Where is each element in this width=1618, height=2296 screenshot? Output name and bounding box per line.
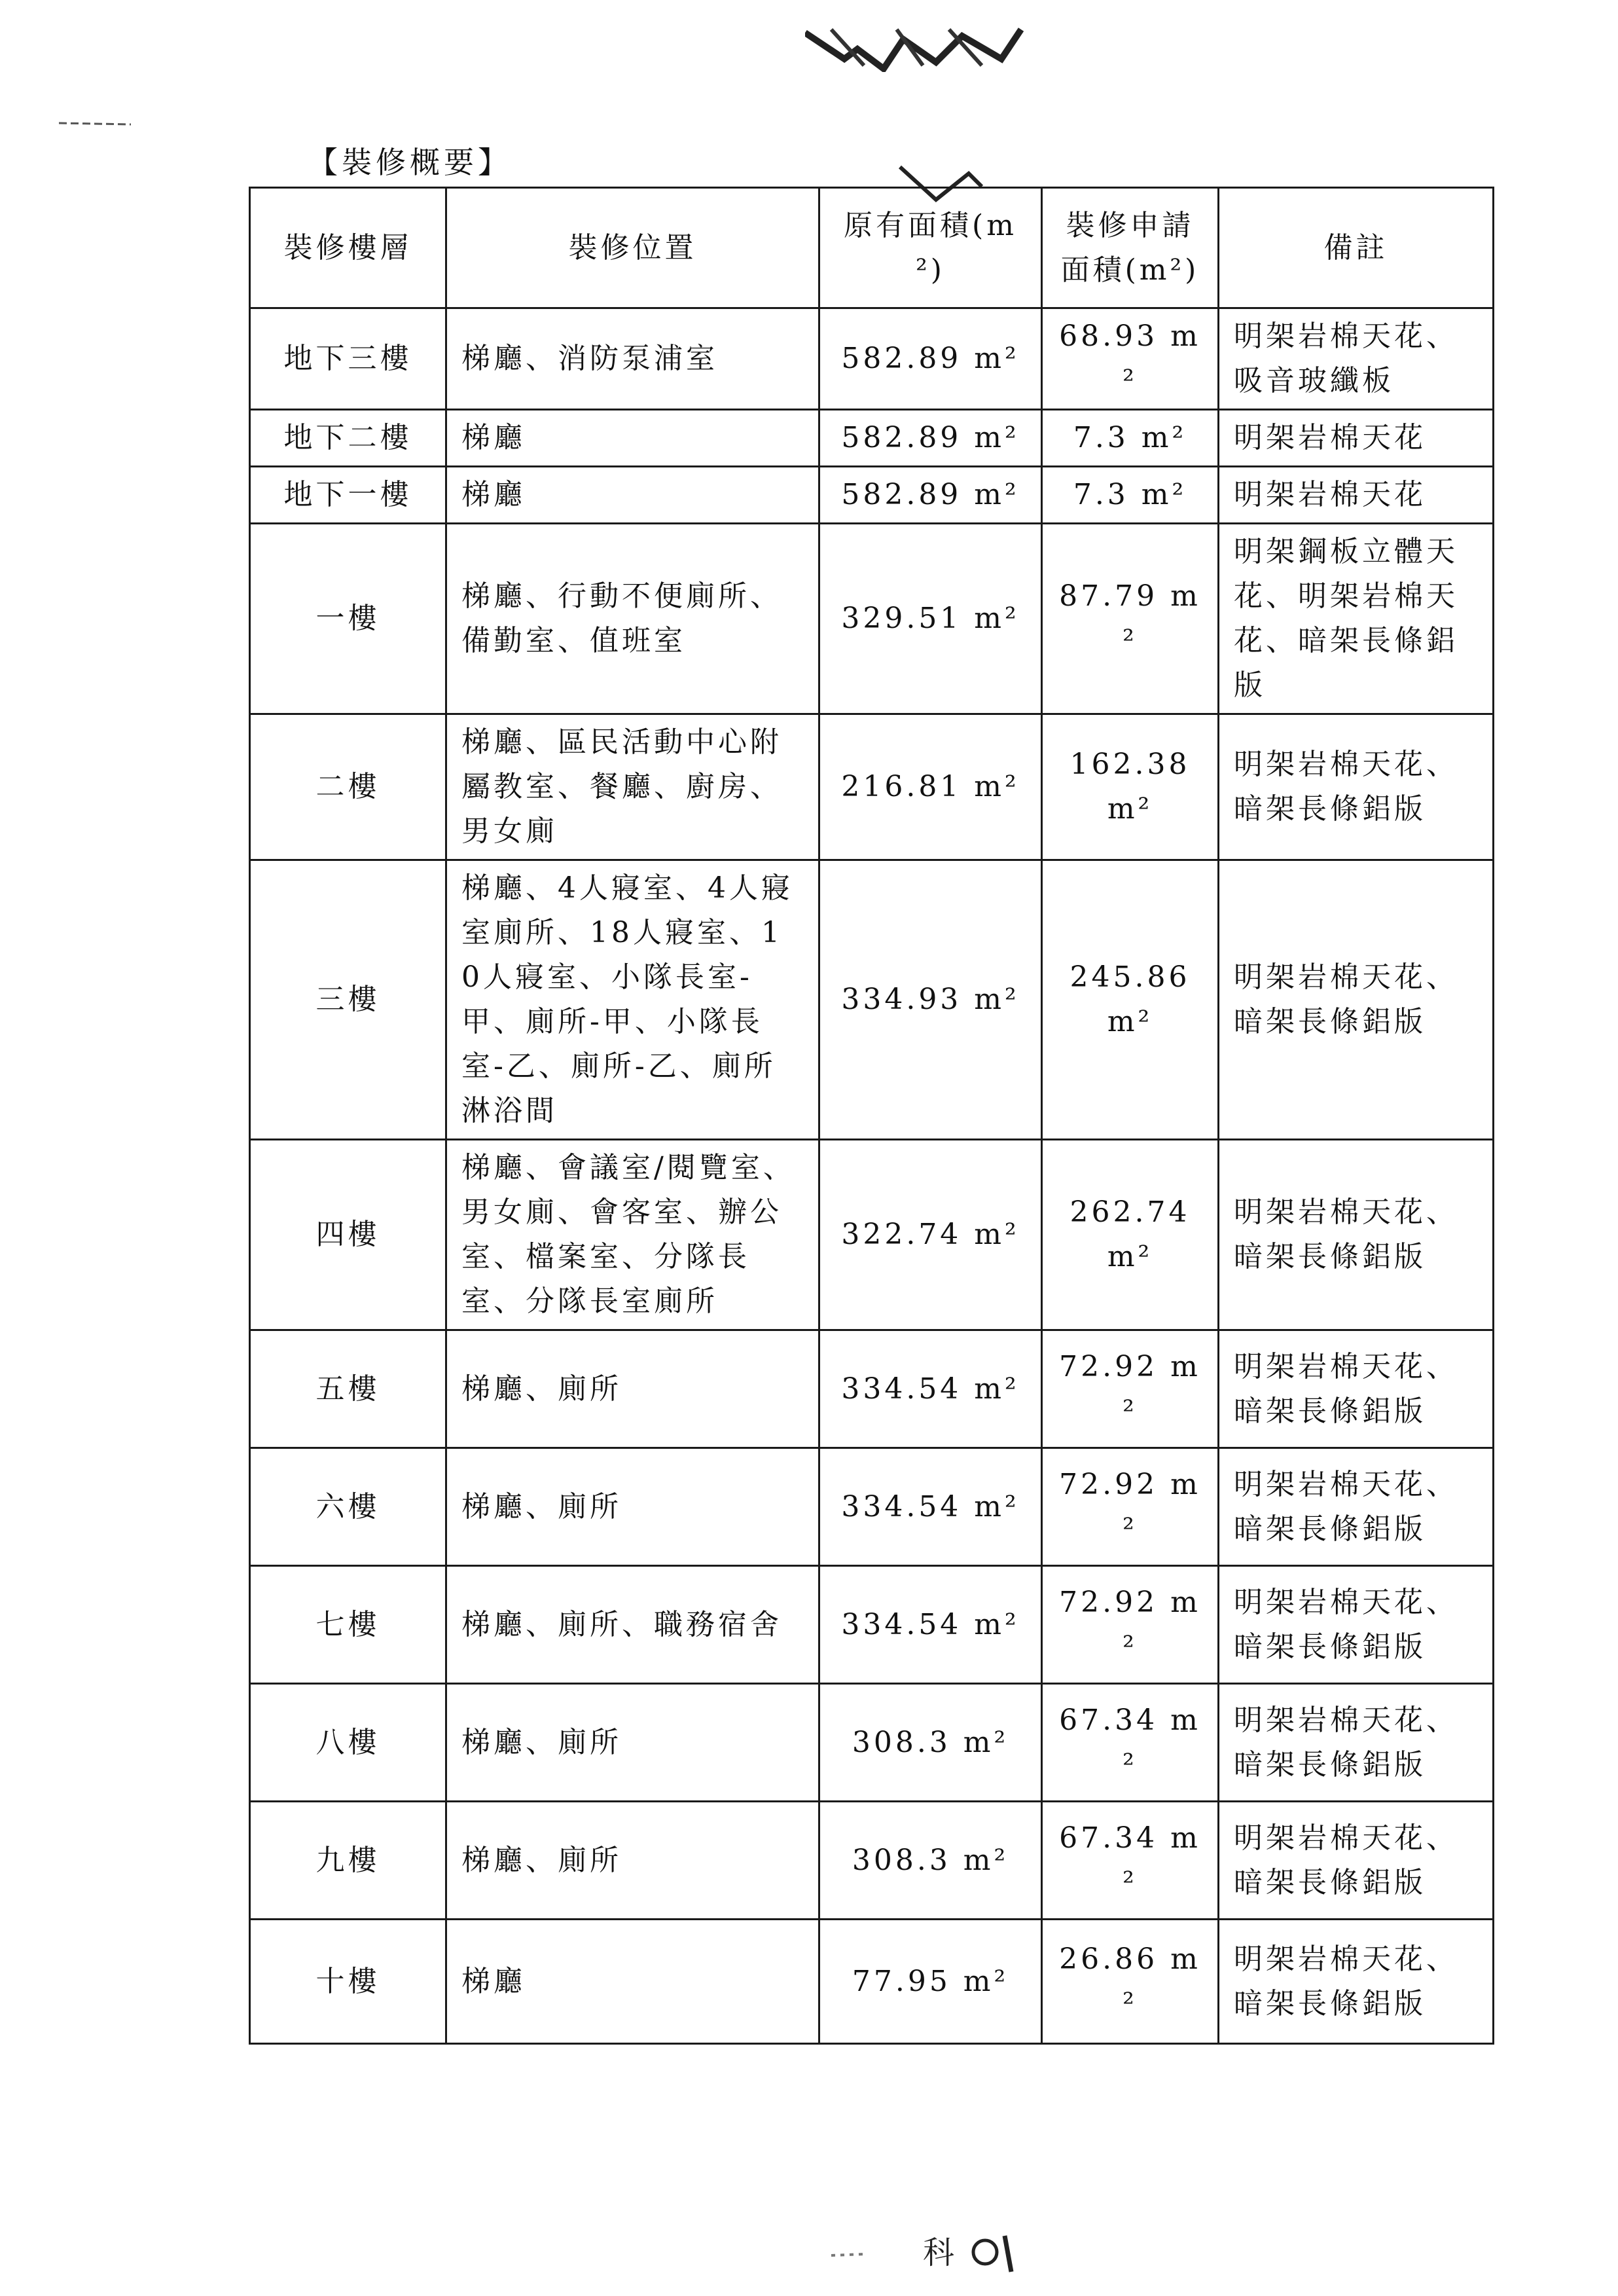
remarks-cell: 明架岩棉天花、暗架長條鋁版 bbox=[1219, 1684, 1494, 1802]
location-cell: 梯廳 bbox=[446, 467, 819, 524]
requested-area-cell: 162.38 m² bbox=[1042, 714, 1219, 860]
floor-cell: 五樓 bbox=[250, 1330, 446, 1448]
table-row bbox=[250, 1140, 1494, 1330]
renovation-summary-table bbox=[249, 187, 1494, 2045]
requested-area-cell: 72.92 m² bbox=[1042, 1330, 1219, 1448]
table-row bbox=[250, 1448, 1494, 1566]
table-row bbox=[250, 308, 1494, 410]
remarks-cell: 明架岩棉天花、暗架長條鋁版 bbox=[1219, 1140, 1494, 1330]
location-cell: 梯廳、區民活動中心附屬教室、餐廳、廚房、男女廁 bbox=[446, 714, 819, 860]
floor-cell: 地下二樓 bbox=[250, 410, 446, 467]
original-area-cell: 308.3 m² bbox=[819, 1802, 1042, 1920]
location-cell: 梯廳、廁所 bbox=[446, 1684, 819, 1802]
original-area-cell: 77.95 m² bbox=[819, 1920, 1042, 2044]
floor-cell: 七樓 bbox=[250, 1566, 446, 1684]
remarks-cell: 明架岩棉天花、暗架長條鋁版 bbox=[1219, 1448, 1494, 1566]
original-area-cell: 582.89 m² bbox=[819, 467, 1042, 524]
remarks-cell: 明架岩棉天花、暗架長條鋁版 bbox=[1219, 1330, 1494, 1448]
header-requested-area: 裝修申請面積(m²) bbox=[1042, 188, 1219, 308]
original-area-cell: 334.93 m² bbox=[819, 860, 1042, 1140]
remarks-cell: 明架岩棉天花、暗架長條鋁版 bbox=[1219, 1802, 1494, 1920]
table-row bbox=[250, 410, 1494, 467]
location-cell: 梯廳、4人寢室、4人寢室廁所、18人寢室、10人寢室、小隊長室-甲、廁所-甲、小隊長室-乙、廁所-乙、廁所淋浴間 bbox=[446, 860, 819, 1140]
requested-area-cell: 7.3 m² bbox=[1042, 410, 1219, 467]
top-seal-stamp bbox=[805, 26, 1028, 72]
floor-cell: 十樓 bbox=[250, 1920, 446, 2044]
floor-cell: 地下三樓 bbox=[250, 308, 446, 410]
header-original-area: 原有面積(m²) bbox=[819, 188, 1042, 308]
footer-stamp-text: 科 bbox=[923, 2234, 955, 2271]
location-cell: 梯廳 bbox=[446, 410, 819, 467]
section-title: 【裝修概要】 bbox=[308, 145, 512, 180]
remarks-cell: 明架岩棉天花、暗架長條鋁版 bbox=[1219, 1566, 1494, 1684]
original-area-cell: 308.3 m² bbox=[819, 1684, 1042, 1802]
requested-area-cell: 87.79 m² bbox=[1042, 524, 1219, 714]
original-area-cell: 329.51 m² bbox=[819, 524, 1042, 714]
table-row bbox=[250, 860, 1494, 1140]
original-area-cell: 334.54 m² bbox=[819, 1566, 1042, 1684]
requested-area-cell: 245.86 m² bbox=[1042, 860, 1219, 1140]
location-cell: 梯廳 bbox=[446, 1920, 819, 2044]
requested-area-cell: 26.86 m² bbox=[1042, 1920, 1219, 2044]
table-row bbox=[250, 1330, 1494, 1448]
remarks-cell: 明架岩棉天花、暗架長條鋁版 bbox=[1219, 714, 1494, 860]
floor-cell: 九樓 bbox=[250, 1802, 446, 1920]
floor-cell: 八樓 bbox=[250, 1684, 446, 1802]
location-cell: 梯廳、廁所 bbox=[446, 1448, 819, 1566]
footer-seal-stamp bbox=[825, 2229, 1034, 2275]
location-cell: 梯廳、廁所 bbox=[446, 1330, 819, 1448]
table-row bbox=[250, 1802, 1494, 1920]
original-area-cell: 322.74 m² bbox=[819, 1140, 1042, 1330]
remarks-cell: 明架岩棉天花、吸音玻纖板 bbox=[1219, 308, 1494, 410]
remarks-cell: 明架岩棉天花、暗架長條鋁版 bbox=[1219, 1920, 1494, 2044]
floor-cell: 六樓 bbox=[250, 1448, 446, 1566]
location-cell: 梯廳、會議室/閱覽室、男女廁、會客室、辦公室、檔案室、分隊長室、分隊長室廁所 bbox=[446, 1140, 819, 1330]
original-area-cell: 582.89 m² bbox=[819, 308, 1042, 410]
floor-cell: 地下一樓 bbox=[250, 467, 446, 524]
remarks-cell: 明架岩棉天花 bbox=[1219, 410, 1494, 467]
header-remarks: 備註 bbox=[1219, 188, 1494, 308]
location-cell: 梯廳、廁所 bbox=[446, 1802, 819, 1920]
requested-area-cell: 72.92 m² bbox=[1042, 1566, 1219, 1684]
header-location: 裝修位置 bbox=[446, 188, 819, 308]
floor-cell: 一樓 bbox=[250, 524, 446, 714]
floor-cell: 四樓 bbox=[250, 1140, 446, 1330]
floor-cell: 二樓 bbox=[250, 714, 446, 860]
original-area-cell: 582.89 m² bbox=[819, 410, 1042, 467]
requested-area-cell: 67.34 m² bbox=[1042, 1684, 1219, 1802]
table-header-row bbox=[250, 188, 1494, 308]
requested-area-cell: 262.74 m² bbox=[1042, 1140, 1219, 1330]
table-row bbox=[250, 467, 1494, 524]
original-area-cell: 216.81 m² bbox=[819, 714, 1042, 860]
location-cell: 梯廳、消防泵浦室 bbox=[446, 308, 819, 410]
original-area-cell: 334.54 m² bbox=[819, 1448, 1042, 1566]
requested-area-cell: 67.34 m² bbox=[1042, 1802, 1219, 1920]
table-row bbox=[250, 1920, 1494, 2044]
floor-cell: 三樓 bbox=[250, 860, 446, 1140]
remarks-cell: 明架鋼板立體天花、明架岩棉天花、暗架長條鋁版 bbox=[1219, 524, 1494, 714]
remarks-cell: 明架岩棉天花 bbox=[1219, 467, 1494, 524]
table-row bbox=[250, 524, 1494, 714]
requested-area-cell: 68.93 m² bbox=[1042, 308, 1219, 410]
location-cell: 梯廳、廁所、職務宿舍 bbox=[446, 1566, 819, 1684]
table-row bbox=[250, 714, 1494, 860]
location-cell: 梯廳、行動不便廁所、備勤室、值班室 bbox=[446, 524, 819, 714]
table-row bbox=[250, 1684, 1494, 1802]
requested-area-cell: 72.92 m² bbox=[1042, 1448, 1219, 1566]
requested-area-cell: 7.3 m² bbox=[1042, 467, 1219, 524]
table-row bbox=[250, 1566, 1494, 1684]
remarks-cell: 明架岩棉天花、暗架長條鋁版 bbox=[1219, 860, 1494, 1140]
original-area-cell: 334.54 m² bbox=[819, 1330, 1042, 1448]
header-floor: 裝修樓層 bbox=[250, 188, 446, 308]
scan-mark-left bbox=[59, 117, 131, 130]
